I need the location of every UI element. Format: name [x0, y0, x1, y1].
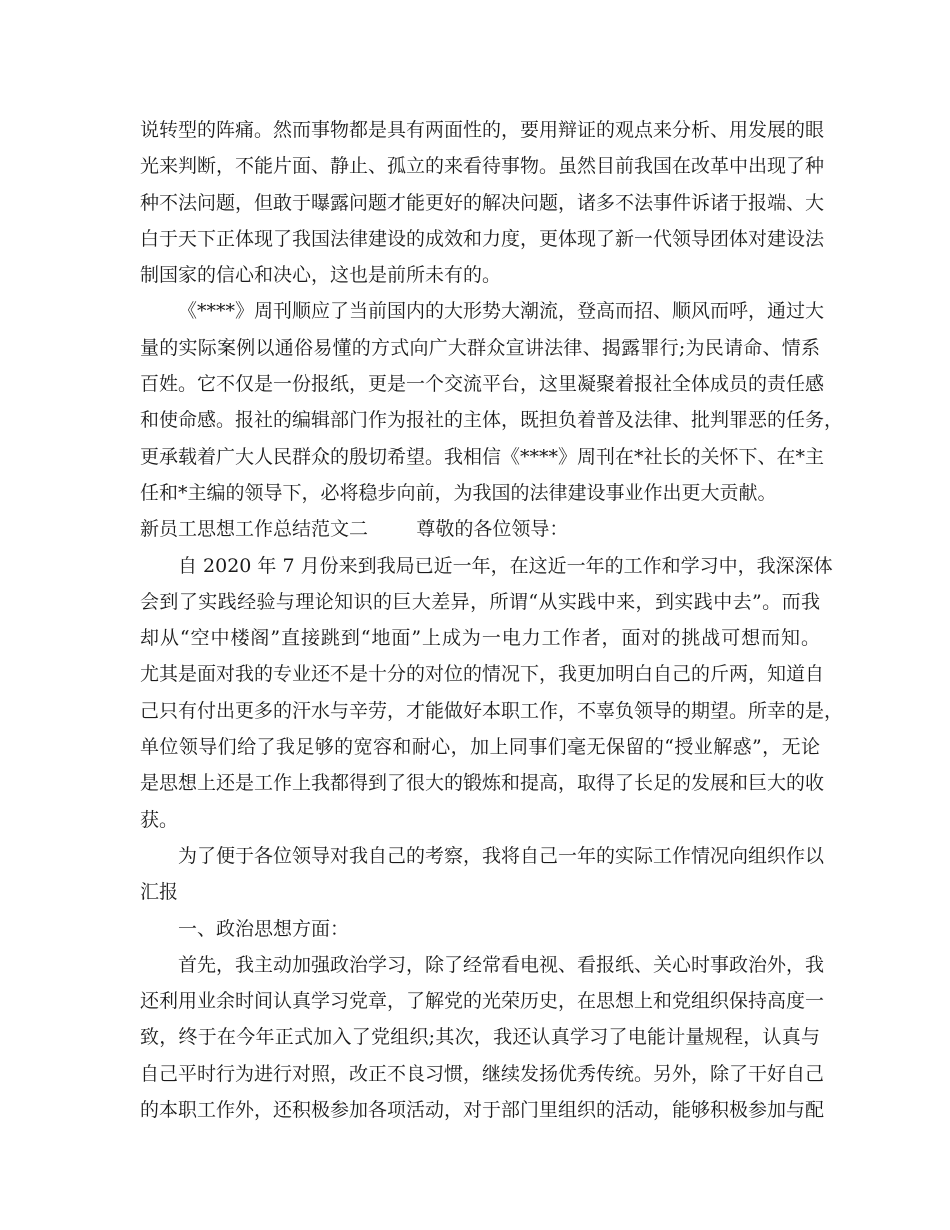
text-line: 单位领导们给了我足够的宽容和耐心，加上同事们毫无保留的“授业解惑”，无论 — [140, 736, 820, 759]
text-line: 却从“空中楼阁”直接跳到“地面”上成为一电力工作者，面对的挑战可想而知。 — [140, 627, 820, 650]
text-line: 百姓。它不仅是一份报纸，更是一个交流平台，这里凝聚着报社全体成员的责任感 — [140, 373, 825, 396]
text-line: 己只有付出更多的汗水与辛劳，才能做好本职工作，不辜负领导的期望。所幸的是， — [140, 699, 844, 722]
text-line: 种不法问题，但敢于曝露问题才能更好的解决问题，诸多不法事件诉诸于报端、大 — [140, 191, 825, 214]
text-line: 《****》周刊顺应了当前国内的大形势大潮流，登高而招、顺风而呼，通过大 — [178, 300, 825, 323]
text-line: 首先，我主动加强政治学习，除了经常看电视、看报纸、关心时事政治外，我 — [178, 953, 825, 976]
text-line: 自 2020 年 7 月份来到我局已近一年，在这近一年的工作和学习中，我深深体 — [178, 554, 833, 577]
text-line: 致，终于在今年正式加入了党组织;其次，我还认真学习了电能计量规程，认真与 — [140, 1026, 820, 1049]
text-line: 更承载着广大人民群众的殷切希望。我相信《****》周刊在*社长的关怀下、在*主 — [140, 445, 825, 468]
text-line: 和使命感。报社的编辑部门作为报社的主体，既担负着普及法律、批判罪恶的任务， — [140, 409, 844, 432]
text-line: 光来判断，不能片面、静止、孤立的来看待事物。虽然目前我国在改革中出现了种 — [140, 155, 825, 178]
text-line: 会到了实践经验与理论知识的巨大差异，所谓“从实践中来，到实践中去”。而我 — [140, 590, 820, 613]
text-line: 任和*主编的领导下，必将稳步向前，为我国的法律建设事业作出更大贡献。 — [140, 481, 777, 504]
text-line: 说转型的阵痛。然而事物都是具有两面性的，要用辩证的观点来分析、用发展的眼 — [140, 119, 825, 141]
text-line: 制国家的信心和决心，这也是前所未有的。 — [140, 264, 502, 287]
text-line: 还利用业余时间认真学习党章，了解党的光荣历史，在思想上和党组织保持高度一 — [140, 990, 825, 1013]
text-line: 白于天下正体现了我国法律建设的成效和力度，更体现了新一代领导团体对建设法 — [140, 227, 825, 250]
text-line: 汇报 — [140, 881, 179, 904]
text-line: 量的实际案例以通俗易懂的方式向广大群众宣讲法律、揭露罪行;为民请命、情系 — [140, 336, 820, 359]
text-line: 尤其是面对我的专业还不是十分的对位的情况下，我更加明白自己的斤两，知道自 — [140, 663, 825, 686]
text-line: 为了便于各位领导对我自己的考察，我将自己一年的实际工作情况向组织作以 — [178, 844, 825, 867]
text-line: 一、政治思想方面： — [178, 917, 350, 940]
text-line: 的本职工作外，还积极参加各项活动，对于部门里组织的活动，能够积极参加与配 — [140, 1099, 825, 1122]
section-heading-line: 新员工思想工作总结范文二 尊敬的各位领导： — [140, 518, 569, 541]
text-line: 自己平时行为进行对照，改正不良习惯，继续发扬优秀传统。另外，除了干好自己 — [140, 1062, 825, 1085]
text-line: 是思想上还是工作上我都得到了很大的锻炼和提高，取得了长足的发展和巨大的收 — [140, 772, 825, 795]
text-line: 获。 — [140, 808, 179, 831]
document-body — [140, 112, 844, 1128]
